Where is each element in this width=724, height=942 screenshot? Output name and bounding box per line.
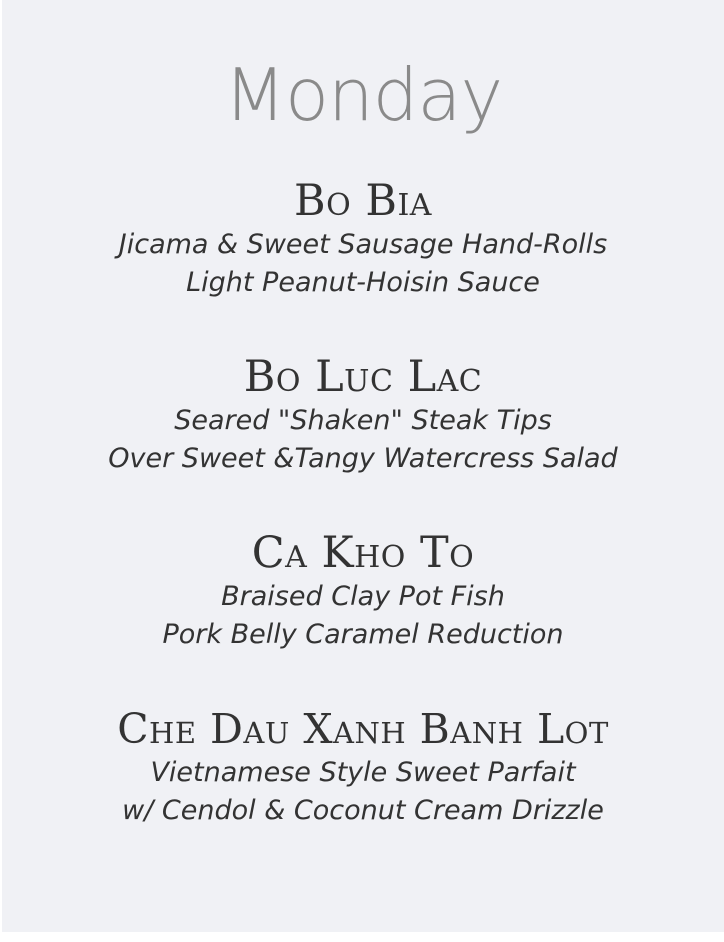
course-bo-luc-lac: [2, 352, 724, 478]
dish-description-line: Pork Belly Caramel Reduction: [162, 619, 564, 650]
dish-description-line: Seared "Shaken" Steak Tips: [174, 405, 552, 436]
dish-description-line: Light Peanut-Hoisin Sauce: [186, 267, 540, 298]
dish-name: Che Dau Xanh Banh Lot: [117, 705, 609, 753]
menu-page: [2, 0, 724, 932]
dish-name: Bo Luc Lac: [243, 352, 483, 402]
dish-description-line: w/ Cendol & Coconut Cream Drizzle: [122, 795, 604, 826]
dish-description-line: Braised Clay Pot Fish: [221, 581, 505, 612]
course-che-dau-xanh-banh-lot: [2, 704, 724, 830]
day-title: Monday: [223, 53, 503, 137]
dish-description-line: Jicama & Sweet Sausage Hand-Rolls: [118, 229, 608, 260]
dish-description-line: Over Sweet &Tangy Watercress Salad: [108, 443, 618, 474]
course-ca-kho-to: [2, 528, 724, 654]
dish-name: Ca Kho To: [251, 528, 475, 578]
course-bo-bia: [2, 176, 724, 302]
dish-name: Bo Bia: [294, 176, 432, 226]
dish-description-line: Vietnamese Style Sweet Parfait: [150, 757, 576, 788]
